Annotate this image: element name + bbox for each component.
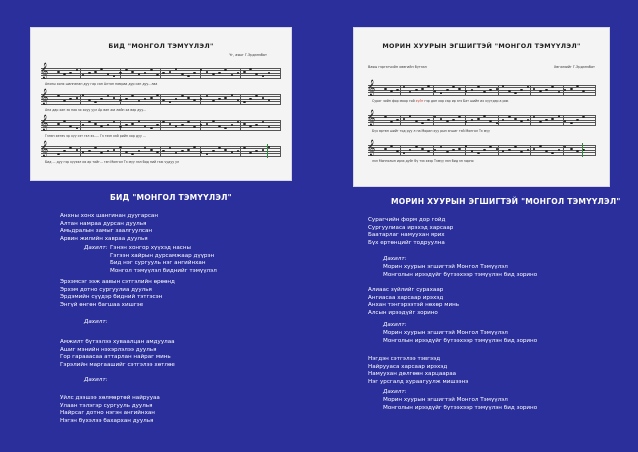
note-head	[483, 149, 486, 151]
lyric-line: Найрсаг дотно нэгэн ангийнхан	[60, 410, 155, 417]
note-head	[169, 123, 172, 125]
note-head	[94, 147, 97, 149]
note-head	[255, 150, 258, 152]
treble-clef-icon: 𝄞	[40, 115, 49, 131]
chorus-label: Дахилт:	[84, 245, 108, 251]
note-head	[514, 118, 517, 120]
bar-line	[498, 145, 499, 155]
bar-line	[160, 120, 161, 130]
lyric-line: Найрууаса харсаар ирэхэд	[368, 363, 448, 370]
note-head	[551, 118, 554, 120]
lyric-line: Морин хуурын эгшигтэй Монгол Тэмүүлэл	[383, 330, 508, 336]
note-head	[57, 123, 60, 125]
note-head	[187, 121, 190, 123]
note-head	[545, 150, 548, 152]
note-head	[243, 71, 246, 73]
note-head	[415, 146, 418, 148]
treble-clef-icon: 𝄞	[367, 110, 376, 126]
note-head	[262, 149, 265, 151]
note-head	[249, 152, 252, 154]
bar-line	[80, 68, 81, 78]
note-head	[545, 119, 548, 121]
bar-line	[400, 85, 401, 95]
note-head	[69, 147, 72, 149]
note-head	[69, 125, 72, 127]
note-head	[489, 146, 492, 148]
note-head	[88, 150, 91, 152]
note-head	[193, 99, 196, 101]
bar-line	[240, 94, 241, 104]
lyric-line: Амжилт бүтээлээ хуваалцан амдуулаа	[60, 339, 175, 345]
note-head	[582, 116, 585, 118]
note-head	[396, 150, 399, 152]
note-head	[181, 95, 184, 97]
bar-line	[280, 68, 281, 78]
note-head	[107, 124, 110, 126]
note-head	[100, 125, 103, 127]
treble-clef-icon: 𝄞	[367, 80, 376, 96]
note-head	[224, 69, 227, 71]
note-head	[125, 151, 128, 153]
lyric-line: Гэгээн хайрын дурсамжаар дүүрэн	[110, 252, 215, 259]
note-head	[384, 88, 387, 90]
lyric-line: Морин хуурын эгшигтэй Монгол Тэмүүлэл	[383, 397, 508, 403]
note-head	[63, 100, 66, 102]
note-head	[558, 91, 561, 93]
bar-line	[160, 146, 161, 156]
lyric-line: Анхны хонх шангинан дуугарсан	[60, 213, 158, 219]
note-head	[169, 147, 172, 149]
note-head	[76, 149, 79, 151]
note-head	[434, 149, 437, 151]
note-head	[582, 90, 585, 92]
note-head	[249, 125, 252, 127]
note-head	[255, 73, 258, 75]
note-head	[243, 123, 246, 125]
lyric-line: Морин хуурын эгшигтэй Монгол Тэмүүлэл	[383, 264, 508, 270]
bar-line	[433, 85, 434, 95]
lyric-line: Эрхэмсэг ээж аавын сэтгэлийн өрөөнд	[60, 279, 175, 285]
note-head	[446, 151, 449, 153]
lyric-line: Амьдралын замыг заалгуулсан	[60, 228, 153, 235]
music-staff	[40, 63, 281, 79]
chorus-label: Дахилт:	[84, 319, 108, 325]
note-head	[131, 71, 134, 73]
note-head	[514, 146, 517, 148]
lyric-line: Монголын ирээдүйг бүтээхээр тэмүүлэн бид зорино	[383, 337, 538, 344]
note-head	[231, 74, 234, 76]
music-staff	[40, 89, 281, 105]
staff-lyric: Ана дар хан за наа эх хоуу уул Ар ван жи лийн ха вар дуу...	[45, 108, 147, 112]
note-head	[570, 148, 573, 150]
lyric-line: Бид нэг сургууль нэг ангийнхан	[110, 260, 206, 267]
note-head	[162, 72, 165, 74]
lyric-line: Монгол тэмүүлэл биднийг тэмүүлэл	[110, 267, 217, 274]
staff-lyric: Гэнэн хөтөч эр хүү сэт гэл ээ..... Гэ гээн хэй рийн хор дуу ...	[45, 134, 146, 138]
note-head	[100, 98, 103, 100]
note-head	[415, 89, 418, 91]
lyric-line: Намуухан дөлгөөн харцаараа	[368, 371, 457, 378]
note-head	[255, 124, 258, 126]
note-head	[187, 149, 190, 151]
note-head	[119, 99, 122, 101]
music-staff	[367, 80, 596, 96]
sheet-title: БИД "МОНГОЛ ТЭМҮҮЛЭЛ"	[108, 42, 214, 50]
note-head	[231, 124, 234, 126]
lyric-line: Гэрэлийн маргаашийг сэтгэлээ хөтлөе	[60, 361, 175, 368]
note-head	[162, 121, 165, 123]
note-head	[452, 86, 455, 88]
note-head	[508, 149, 511, 151]
note-head	[520, 151, 523, 153]
lyric-line: Алсын ирээдүйг зорино	[368, 309, 438, 316]
lyric-line: Арвин жилийн хавраа дуулья	[60, 235, 148, 242]
note-head	[156, 151, 159, 153]
bar-line	[80, 94, 81, 104]
note-head	[551, 86, 554, 88]
cursor-marker	[267, 144, 268, 158]
bar-line	[80, 146, 81, 156]
lyric-line: Гор гарааасаа аттарлан найраг минь	[60, 354, 171, 361]
note-head	[69, 72, 72, 74]
lyric-line: Сурагчийн форм дор гойд	[368, 217, 446, 223]
note-head	[181, 124, 184, 126]
note-head	[558, 149, 561, 151]
note-head	[162, 99, 165, 101]
music-staff	[40, 115, 281, 131]
note-head	[69, 98, 72, 100]
note-head	[107, 73, 110, 75]
bar-line	[595, 115, 596, 125]
note-head	[212, 100, 215, 102]
note-head	[489, 89, 492, 91]
note-head	[520, 120, 523, 122]
bar-line	[400, 115, 401, 125]
bar-line	[280, 94, 281, 104]
note-head	[125, 98, 128, 100]
note-head	[181, 73, 184, 75]
lyric-line: Алтан намраа дурсан дуулья	[60, 220, 147, 227]
lyric-line: Алиаас зүйлийг сурахаар	[368, 287, 444, 293]
note-head	[527, 149, 530, 151]
bar-line	[240, 68, 241, 78]
note-head	[193, 126, 196, 128]
note-head	[119, 146, 122, 148]
note-head	[150, 149, 153, 151]
lyric-line: Анхан тэнгэрээтэй нөхөр минь	[368, 302, 460, 309]
chorus-label: Дахилт:	[383, 256, 407, 262]
note-head	[181, 150, 184, 152]
bar-line	[530, 115, 531, 125]
bar-line	[240, 146, 241, 156]
note-head	[94, 123, 97, 125]
bar-line	[280, 146, 281, 156]
note-head	[384, 148, 387, 150]
note-head	[94, 71, 97, 73]
note-head	[458, 88, 461, 90]
note-head	[434, 90, 437, 92]
bar-line	[595, 85, 596, 95]
note-head	[545, 89, 548, 91]
chorus-label: Дахилт:	[383, 322, 407, 328]
note-head	[200, 98, 203, 100]
note-head	[262, 97, 265, 99]
note-head	[465, 121, 468, 123]
staff-lyric: Анхны хонх шангинан дуу гар сан Алтан намраа дур сан дуу...лаа	[45, 82, 158, 86]
treble-clef-icon: 𝄞	[40, 63, 49, 79]
cursor-marker	[582, 143, 583, 157]
chorus-label: Дахилт:	[383, 389, 407, 395]
note-head	[125, 69, 128, 71]
note-head	[527, 119, 530, 121]
lyrics-title-right: МОРИН ХУУРЫН ЭГШИГТЭЙ "МОНГОЛ ТЭМҮҮЛЭЛ"	[391, 197, 621, 206]
note-head	[200, 124, 203, 126]
bar-line	[240, 120, 241, 130]
note-head	[63, 73, 66, 75]
note-head	[156, 74, 159, 76]
note-head	[131, 123, 134, 125]
bar-line	[465, 115, 466, 125]
sheet-music-right	[353, 27, 610, 187]
staff-lyric: Бүх өртөн шийг тод руу л на Морин хуу рын эгшиг тэй Монгол Тэ мүү	[372, 129, 490, 133]
note-head	[156, 124, 159, 126]
note-head	[508, 116, 511, 118]
note-head	[138, 150, 141, 152]
note-head	[119, 72, 122, 74]
note-head	[446, 120, 449, 122]
bar-line	[498, 85, 499, 95]
note-head	[452, 119, 455, 121]
sheet-title: МОРИН ХУУРЫН ЭГШИГТЭЙ "МОНГОЛ ТЭМҮҮЛЭЛ"	[382, 42, 581, 50]
note-head	[390, 90, 393, 92]
note-head	[520, 89, 523, 91]
note-head	[76, 69, 79, 71]
note-head	[427, 119, 430, 121]
note-head	[57, 71, 60, 73]
lyric-line: Энгүй өнгөн багшаа хишгэе	[60, 301, 144, 308]
note-head	[249, 98, 252, 100]
lyric-line: Улаан тэлэгэр сургууль дуулья	[60, 402, 153, 409]
note-head	[384, 116, 387, 118]
lyric-line: Монголын ирээдүйг бүтээхээр тэмүүлэн бид зорино	[383, 271, 538, 278]
bar-line	[160, 94, 161, 104]
note-head	[576, 150, 579, 152]
note-head	[508, 90, 511, 92]
lyric-line: Нэгэн бүхэлээ бахархан дуулья	[60, 417, 154, 424]
note-head	[169, 71, 172, 73]
note-head	[212, 73, 215, 75]
music-staff	[367, 110, 596, 126]
note-head	[88, 121, 91, 123]
note-head	[255, 95, 258, 97]
bar-line	[530, 85, 531, 95]
note-head	[446, 89, 449, 91]
note-head	[107, 150, 110, 152]
note-head	[496, 148, 499, 150]
note-head	[162, 150, 165, 152]
lyric-line: Бүх ертөнцийг тодруулна	[368, 239, 445, 246]
note-head	[218, 147, 221, 149]
note-head	[88, 99, 91, 101]
note-head	[150, 69, 153, 71]
treble-clef-icon: 𝄞	[367, 140, 376, 156]
bar-line	[80, 120, 81, 130]
note-head	[396, 89, 399, 91]
lyric-line: Ангиасаа харсаар ирэхэд	[368, 294, 444, 301]
note-head	[496, 88, 499, 90]
bar-line	[595, 145, 596, 155]
lyric-line: Ашиг мэнийн нэхэрлэлээ дуулья	[60, 346, 157, 353]
lyric-line: Гэнэн хонгор хүүхэд насны	[110, 245, 191, 251]
note-head	[138, 100, 141, 102]
staff-lyric: лэл Монголын ирээ дүйг бү тээ хээр Тэмүү лэн бид эн зорно	[372, 159, 474, 163]
sheet-credit: Үг, аяыг Г.Эрдэнэбат	[229, 53, 267, 57]
note-head	[396, 119, 399, 121]
note-head	[421, 148, 424, 150]
note-head	[458, 148, 461, 150]
staff-lyric: Сураг чийн фор моор гой хүйт гэр дан хар сар ир эгэ Бат шийн их хүүгдэр а рик	[372, 99, 509, 103]
note-head	[539, 121, 542, 123]
note-head	[390, 121, 393, 123]
bar-line	[433, 145, 434, 155]
lyric-line: Уйлс дээшээ хөлмөртөй найрууаа	[60, 395, 160, 401]
note-head	[231, 151, 234, 153]
highlighted-lyric: хүйт	[415, 99, 424, 103]
note-head	[218, 72, 221, 74]
note-head	[138, 73, 141, 75]
lyrics-title-left: БИД "МОНГОЛ ТЭМҮҮЛЭЛ"	[110, 193, 232, 202]
note-head	[57, 95, 60, 97]
staff-lyric: Бид ... дуу гэр хүүхэл их ар тайг... гэн Монгол Тэ мүү лэл бид ний гэж чудуу ул	[45, 160, 180, 164]
chorus-label: Дахилт:	[84, 377, 108, 383]
lyric-line: Нэг урсгалд хураагуулж мишээнэ	[368, 378, 469, 385]
music-staff	[367, 140, 596, 156]
note-head	[107, 95, 110, 97]
note-head	[421, 88, 424, 90]
note-head	[539, 90, 542, 92]
music-staff	[40, 141, 281, 157]
note-head	[415, 120, 418, 122]
bar-line	[120, 120, 121, 130]
note-head	[150, 97, 153, 99]
note-head	[63, 150, 66, 152]
note-head	[576, 119, 579, 121]
lyric-line: Нэгдэн сэтгэлээ тэвгээд	[368, 356, 441, 362]
note-head	[224, 149, 227, 151]
note-head	[218, 98, 221, 100]
note-head	[477, 118, 480, 120]
note-head	[125, 124, 128, 126]
lyric-line: Монголын ирээдүйг бүтээхээр тэмүүлэн бид зорино	[383, 404, 538, 411]
note-head	[527, 86, 530, 88]
note-head	[427, 150, 430, 152]
note-head	[200, 151, 203, 153]
note-head	[403, 86, 406, 88]
note-head	[218, 125, 221, 127]
note-head	[489, 120, 492, 122]
note-head	[224, 97, 227, 99]
note-head	[212, 150, 215, 152]
bar-line	[530, 145, 531, 155]
note-head	[539, 145, 542, 147]
note-head	[212, 120, 215, 122]
note-head	[100, 152, 103, 154]
sheet-credit-left: Ваяы гэргэгчийн хөөгийн бүтээл	[368, 65, 427, 69]
note-head	[88, 72, 91, 74]
bar-line	[280, 120, 281, 130]
sheet-credit-right: Хөгжмийг Г.Эрдэнэбат	[553, 65, 595, 69]
note-head	[187, 97, 190, 99]
note-head	[570, 88, 573, 90]
lyric-line: Баатарлаг намуухан ярих	[368, 232, 445, 239]
note-head	[483, 91, 486, 93]
note-head	[243, 147, 246, 149]
note-head	[262, 121, 265, 123]
sheet-music-left	[30, 27, 292, 181]
note-head	[403, 118, 406, 120]
treble-clef-icon: 𝄞	[40, 89, 49, 105]
note-head	[458, 116, 461, 118]
lyric-line: Эрхэм дотно сургуулиа дуулья	[60, 286, 152, 293]
bar-line	[160, 68, 161, 78]
note-head	[477, 86, 480, 88]
note-head	[76, 97, 79, 99]
lyric-line: Эрдэмийн сүүдэр бидний тэтгэсэн	[60, 294, 163, 301]
treble-clef-icon: 𝄞	[40, 141, 49, 157]
lyric-line: Сургуулиаса ирэхэд харсаар	[368, 224, 454, 231]
note-head	[193, 72, 196, 74]
note-head	[452, 149, 455, 151]
note-head	[119, 126, 122, 128]
note-head	[434, 116, 437, 118]
bar-line	[400, 145, 401, 155]
note-head	[131, 95, 134, 97]
note-head	[465, 90, 468, 92]
